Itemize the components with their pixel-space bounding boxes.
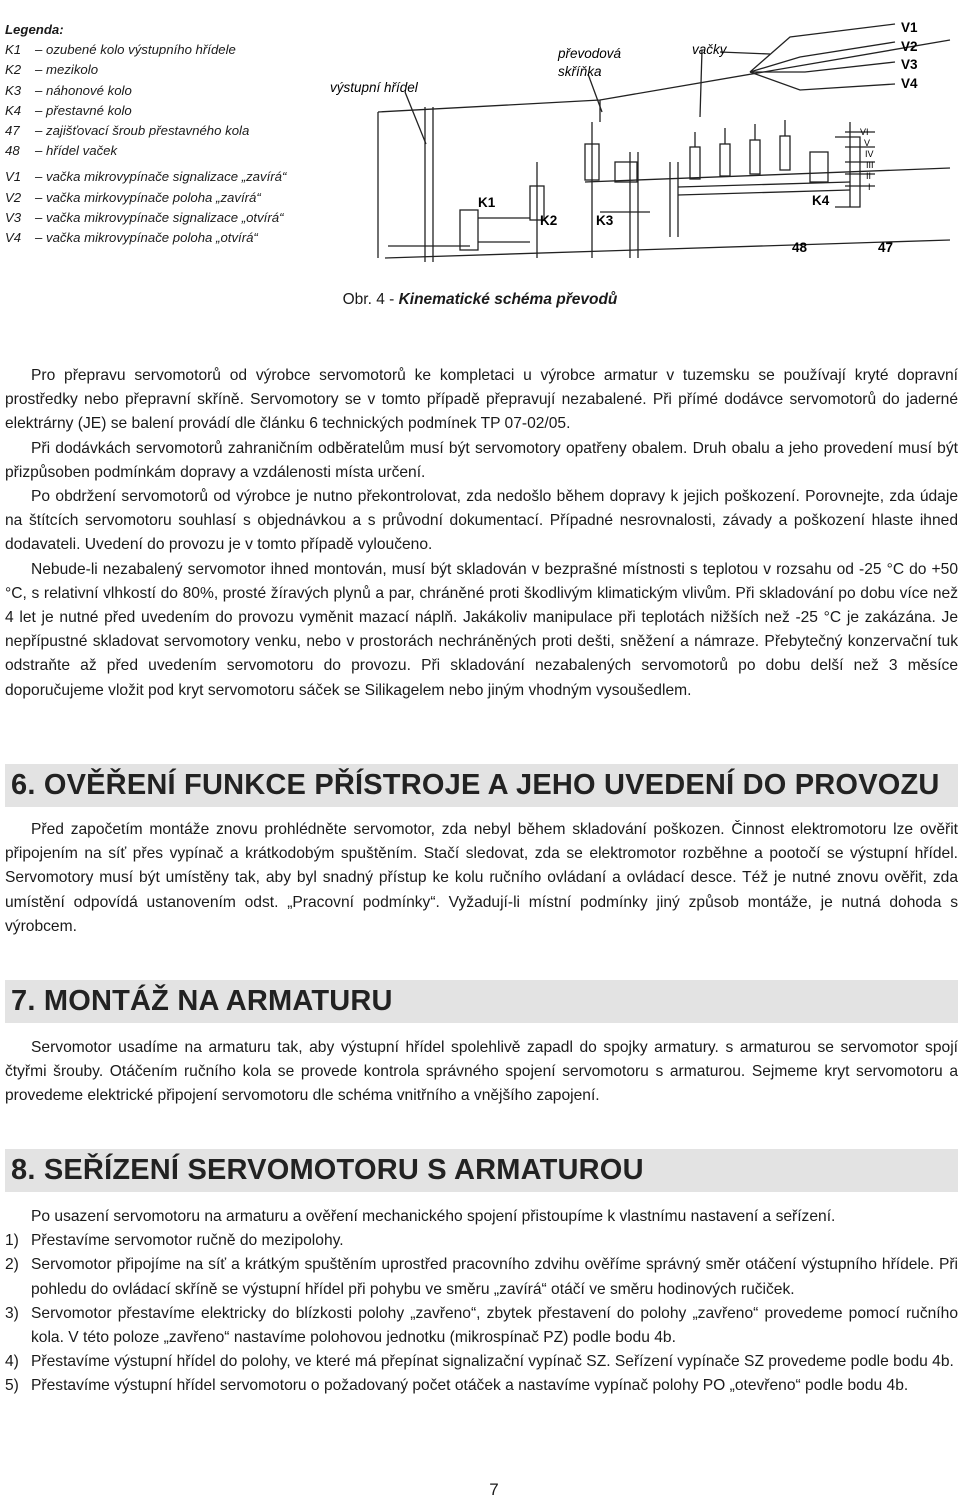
label-cams: vačky [692, 42, 727, 57]
list-text: Servomotor přestavíme elektricky do blízkosti polohy „zavřeno“, zbytek přestavení do polohy „zavřeno“ provedeme pomocí ručního kola. V této poloze „zavřeno“ nastavíme polohovou jednotku (mikrospínač PZ) podle bodu 4b. [31, 1304, 958, 1347]
label-v1: V1 [901, 20, 918, 35]
legend-code: V3 [5, 209, 22, 225]
paragraph: Po obdržení servomotorů od výrobce je nutno překontrolovat, zda nedošlo během dopravy k jejich poškození. Porovnejte, zda údaje na štítcích servomotoru souhlasí s objednávkou a s průvodní dokumentací. Případné nesrovnalosti, závady a poškození hlaste ihned dodavateli. Uvedení do provozu je v tomto případě vyloučeno. [5, 488, 958, 554]
legend-item [5, 228, 305, 248]
page-number: 7 [489, 1480, 499, 1499]
legend-item [5, 40, 305, 60]
legend-code: K4 [5, 102, 22, 118]
legend-code: K1 [5, 42, 22, 58]
legend-text: – mezikolo [35, 62, 99, 78]
legend-code: K2 [5, 62, 22, 78]
list-text: Servomotor připojíme na síť a krátkým spuštěním uprostřed pracovního zdvihu ověříme správný směr otáčení výstupního hřídele. Při pohledu do ovládací skříně se výstupní hřídel při pohybu ve směru „zavírá“ otáčí ve směru hodinových ručiček. [31, 1256, 958, 1298]
legend-item [5, 188, 305, 208]
list-item [5, 1253, 958, 1301]
legend-text: – vačka mirkovypínače poloha „zavírá“ [35, 189, 261, 205]
legend-item [5, 101, 305, 121]
legend-code: V2 [5, 189, 22, 205]
legend-item [5, 208, 305, 228]
section-8-body [5, 1205, 958, 1399]
label-k3: K3 [596, 213, 614, 228]
list-number: 4) [5, 1353, 19, 1371]
legend-item [5, 141, 305, 161]
paragraph: Pro přepravu servomotorů od výrobce servomotorů ke kompletaci u výrobce armatur v tuzemsku se používají kryté dopravní prostředky nebo přepravní skříně. Servomotory se v tomto případě přepravují nezabalené. Při přímé dodávce servomotorů do jaderné elektrárny (JE) se balení provádí dle článku 6 technických podmínek TP 07-02/05. [5, 367, 958, 433]
caption-title: Kinematické schéma převodů [398, 291, 618, 308]
paragraph: Při dodávkách servomotorů zahraničním odběratelům musí být servomotory opatřeny obalem. Druh obalu a jeho provedení musí být přizpůsoben podmínkám dopravy a vzdálenosti místa určení. [5, 439, 958, 481]
section-7-body [5, 1036, 958, 1109]
section-6-body [5, 818, 958, 939]
roman-label: VI [860, 127, 869, 137]
list-number: 5) [5, 1377, 19, 1395]
legend-text: – ozubené kolo výstupního hřídele [35, 42, 236, 58]
figure-caption [0, 291, 960, 309]
list-item [5, 1374, 958, 1398]
figure-legend [5, 20, 305, 248]
transport-section [5, 364, 958, 703]
paragraph: Servomotor usadíme na armaturu tak, aby výstupní hřídel spolehlivě zapadl do spojky armatury. s armaturou se servomotor spojí čtyřmi šrouby. Otáčením ručního kola se provede kontrola správného spojení servomotoru s armaturou. Sejmeme kryt servomotoru a provedeme elektrické připojení servomotoru dle schéma vnitřního a vnějšího zapojení. [5, 1039, 958, 1105]
label-k2: K2 [540, 213, 558, 228]
legend-item [5, 60, 305, 80]
label-k4: K4 [812, 193, 830, 208]
legend-text: – zajišťovací šroub přestavného kola [35, 123, 250, 139]
legend-text: – přestavné kolo [35, 102, 132, 118]
label-gearbox: převodová [558, 46, 622, 61]
legend-item [5, 81, 305, 101]
legend-text: – vačka mikrovypínače poloha „otvírá“ [35, 230, 258, 246]
roman-label: II [866, 171, 872, 181]
legend-item [5, 121, 305, 141]
roman-label: IV [865, 149, 874, 159]
roman-label: V [864, 138, 871, 148]
label-output-shaft: výstupní hřídel [330, 80, 418, 95]
paragraph: Před započetím montáže znovu prohlédněte servomotor, zda nebyl během skladování poškozen. Činnost elektromotoru lze ověřit připojením na síť přes vypínač a krátkodobým spuštěním. Stačí sledovat, zda se elektromotor rozběhne a pootočí se výstupní hřídel. Servomotory musí být umístěny tak, aby byl snadný přístup ke kolu ručního ovládaní a ovládací desce. Též je nutné znovu ověřit, zda umístění odpovídá ustanovením odst. „Pracovní podmínky“. Vyžadují-li místní podmínky jiný způsob montáže, je nutná dohoda s výrobcem. [5, 821, 958, 935]
list-item [5, 1302, 958, 1350]
legend-code: K3 [5, 82, 22, 98]
list-text: Přestavíme výstupní hřídel servomotoru o požadovaný počet otáček a nastavíme vypínač polohy PO „otevřeno“ podle bodu 4b. [31, 1377, 909, 1395]
label-v3: V3 [901, 57, 918, 72]
section-heading [5, 1149, 958, 1192]
legend-code: V4 [5, 230, 22, 246]
list-item [5, 1229, 958, 1253]
legend-text: – vačka mikrovypínače signalizace „otvírá“ [35, 209, 284, 225]
roman-label: III [866, 160, 874, 170]
list-text: Přestavíme výstupní hřídel do polohy, ve které má přepínat signalizační vypínač SZ. Seřízení vypínače SZ provedeme podle bodu 4b. [31, 1353, 954, 1371]
label-47: 47 [878, 240, 894, 255]
legend-text: – náhonové kolo [35, 82, 132, 98]
label-v2: V2 [901, 39, 918, 54]
list-item [5, 1350, 958, 1374]
legend-text: – hřídel vaček [35, 143, 118, 159]
label-v4: V4 [901, 76, 918, 91]
list-text: Přestavíme servomotor ručně do mezipolohy. [31, 1232, 344, 1250]
section-title: 8. SEŘÍZENÍ SERVOMOTORU S ARMATUROU [11, 1154, 644, 1186]
label-48: 48 [792, 240, 808, 255]
roman-label: I [868, 182, 871, 192]
legend-title: Legenda: [5, 22, 64, 37]
label-gearbox: skříňka [558, 64, 602, 79]
paragraph: Po usazení servomotoru na armaturu a ověření mechanického spojení přistoupíme k vlastnímu nastavení a seřízení. [31, 1208, 836, 1225]
section-heading [5, 980, 958, 1023]
list-number: 3) [5, 1304, 19, 1322]
legend-code: 47 [5, 123, 20, 139]
section-title: 7. MONTÁŽ NA ARMATURU [11, 985, 393, 1017]
section-title: 6. OVĚŘENÍ FUNKCE PŘÍSTROJE A JEHO UVEDENÍ DO PROVOZU [11, 769, 940, 801]
label-k1: K1 [478, 195, 496, 210]
legend-item [5, 167, 305, 187]
section-heading [5, 764, 958, 807]
legend-code: V1 [5, 169, 22, 185]
list-number: 2) [5, 1256, 19, 1274]
legend-code: 48 [5, 143, 20, 159]
kinematic-diagram [330, 12, 960, 272]
paragraph: Nebude-li nezabalený servomotor ihned montován, musí být skladován v bezprašné místnosti s teplotou v rozsahu od -25 °C do +50 °C, s relativní vlhkostí do 80%, prosté žíravých plynů a par, chráněné proti škodlivým klimatickým vlivům. Při skladování po dobu více než 4 let je nutné před uvedením do provozu vyměnit mazací náplň. Jakákoliv manipulace při teplotách nižších než -25 °C je zakázána. Je nepřípustné skladovat servomotory venku, nebo v prostorách nechráněných proti dešti, sněžení a námraze. Přebytečný konzervační tuk odstraňte až před uvedením servomotoru do provozu. Při skladování nezabalených servomotorů po dobu delší než 3 měsíce doporučujeme vložit pod kryt servomotoru sáček se Silikagelem nebo jiným vhodným vysoušedlem. [5, 560, 958, 699]
legend-text: – vačka mikrovypínače signalizace „zavírá“ [35, 169, 287, 185]
caption-prefix: Obr. 4 - [342, 291, 395, 308]
list-number: 1) [5, 1232, 19, 1250]
